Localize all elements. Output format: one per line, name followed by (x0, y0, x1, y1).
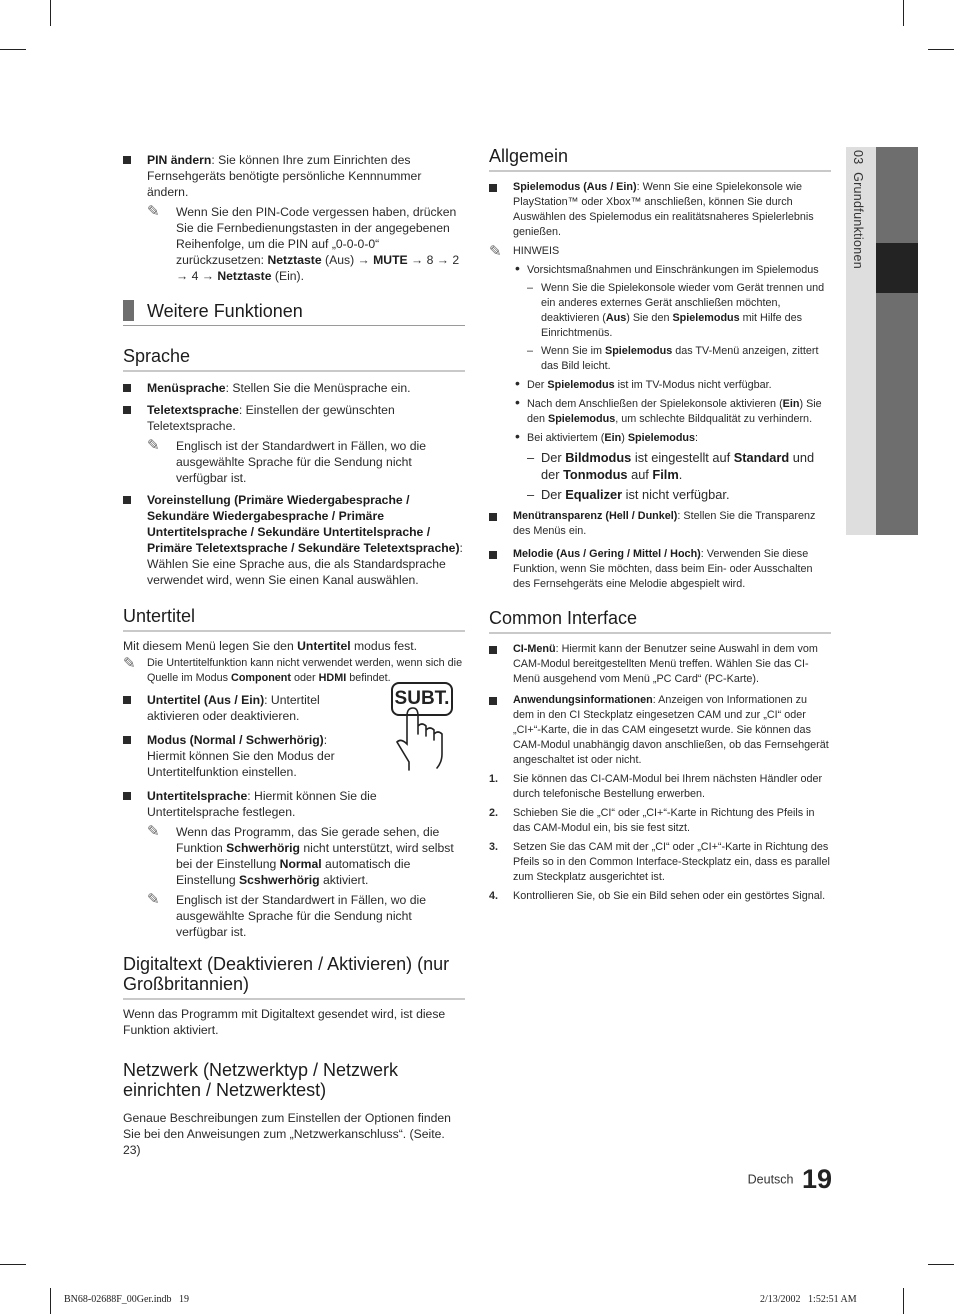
step-item: 2. Schieben Sie die „CI“ oder „CI+“-Karte in Richtung des Pfeils in das CAM-Modul ein, bis sie fest sitzt. (489, 807, 815, 834)
list-item: • Vorsichtsmaßnahmen und Einschränkungen im Spielemodus – Wenn Sie die Spielekonsole wieder vom Gerät trennen und ein anderes externes Gerät anschließen möchten, deaktivieren (Aus) Sie den Spielemodus mit Hilfe des Einrichtmenüs. – Wenn Sie im Spielemodus das TV-Menü anzeigen, zittert das Bild leicht. (515, 260, 825, 372)
page-footer (700, 1164, 832, 1195)
note-pencil-icon: ✎ (489, 243, 502, 260)
crop-mark (50, 1288, 51, 1314)
bullet-square (123, 156, 131, 164)
list-item: Voreinstellung (Primäre Wiedergabesprache / Sekundäre Wiedergabesprache / Primäre Untertitelsprache / Sekundäre Untertitelsprache / Primäre Teletextsprache / Sekundäre Teletextsprache): Wählen Sie eine Sprache aus, die als Standardsprache verwendet wird, wenn Sie einen Kanal auswählen. (123, 492, 465, 588)
list-item: • Bei aktiviertem (Ein) Spielemodus: – Der Bildmodus ist eingestellt auf Standard und der Tonmodus auf Film. – Der Equalizer ist nicht verfügbar. (515, 428, 815, 502)
common-interface-title: Common Interface (489, 608, 831, 634)
side-tab-dark (876, 147, 918, 535)
right-column (489, 146, 831, 912)
list-item: • Der Spielemodus ist im TV-Modus nicht verfügbar. (515, 375, 772, 391)
digitaltext-section: Digitaltext (Deaktivieren / Aktivieren) (nur Großbritannien) Wenn das Programm mit Digitaltext gesendet wird, ist diese Funktion aktiviert. (123, 954, 465, 1038)
note: ✎ Wenn das Programm, das Sie gerade sehen, die Funktion Schwerhörig nicht unterstützt, wird selbst bei der Einstellung Normal automatisch die Einstellung Scshwerhörig aktiviert. (147, 823, 454, 887)
chapter-number: 03 (851, 150, 865, 165)
crop-mark (928, 49, 954, 50)
hinweis-note: ✎ HINWEIS (489, 243, 560, 260)
netzwerk-title: Netzwerk (Netzwerktyp / Netzwerk einrichten / Netzwerktest) (123, 1060, 399, 1100)
crop-mark (0, 1264, 26, 1265)
note-pencil-icon: ✎ (147, 891, 160, 908)
side-tab-label (851, 150, 865, 269)
subt-button-illustration (387, 682, 463, 772)
crop-mark (50, 0, 51, 26)
note: ✎ Englisch ist der Standardwert in Fällen, wo die ausgewählte Sprache für die Sendung nicht verfügbar ist. (147, 891, 426, 939)
left-column (123, 146, 465, 1166)
list-item: Untertitel (Aus / Ein): Untertitel aktivieren oder deaktivieren. (123, 692, 347, 724)
allgemein-title: Allgemein (489, 146, 831, 172)
crop-mark (928, 1264, 954, 1265)
sprache-title: Sprache (123, 346, 465, 372)
note: ✎ Die Untertitelfunktion kann nicht verwendet werden, wenn sich die Quelle im Modus Component oder HDMI befindet. (123, 655, 463, 684)
crop-mark (0, 49, 26, 50)
list-item: Menütransparenz (Hell / Dunkel): Stellen Sie die Transparenz des Menüs ein. (489, 509, 831, 539)
footer-language: Deutsch (747, 1172, 794, 1187)
print-date-info: 2/13/2002 1:52:51 AM (760, 1294, 857, 1305)
list-item: • Nach dem Anschließen der Spielekonsole aktivieren (Ein) Sie den Spielemodus, um schlechte Bildqualität zu verhindern. (515, 394, 822, 425)
crop-mark (903, 1288, 904, 1314)
note: ✎ Englisch ist der Standardwert in Fällen, wo die ausgewählte Sprache für die Sendung nicht verfügbar ist. (147, 437, 426, 485)
weitere-funktionen-heading: Weitere Funktionen (123, 300, 465, 326)
hand-pointer-icon (387, 682, 463, 772)
list-item: Melodie (Aus / Gering / Mittel / Hoch): Verwenden Sie diese Funktion, wenn Sie möchten, dass beim Ein- oder Ausschalten des Fernsehgeräts eine Melodie abgespielt wird. (489, 547, 831, 592)
step-item: 1. Sie können das CI-CAM-Modul bei Ihrem nächsten Händler oder durch telefonische Bestellung erwerben. (489, 773, 823, 800)
step-item: 3. Setzen Sie das CAM mit der „CI“ oder „CI+“-Karte in Richtung des Pfeils so in den Common Interface-Steckplatz ein, dass es parallel zum Steckplatz ausgerichtet ist. (489, 841, 830, 883)
list-item: Untertitelsprache: Hiermit können Sie die Untertitelsprache festlegen. ✎ Wenn das Programm, das Sie gerade sehen, die Funktion Schwerhörig nicht unterstützt, wird selbst bei der Einstellung Normal automatisch die Einstellung Scshwerhörig aktiviert. ✎ Englisch ist der Standardwert in Fällen, wo die ausgewählte Sprache für die Sendung nicht verfügbar ist. (123, 788, 465, 940)
crop-mark (903, 0, 904, 26)
heading-bar (123, 300, 134, 321)
list-item: Menüsprache: Stellen Sie die Menüsprache ein. (123, 380, 465, 396)
chapter-label: Grundfunktionen (851, 172, 865, 269)
pin-note: ✎ Wenn Sie den PIN-Code vergessen haben, drücken Sie die Fernbedienungstasten in der angegebenen Reihenfolge, um die PIN auf „0-0-0-0“ zurückzusetzen: Netztaste (Aus) → MUTE → 8 → 2 → 4 → Netztaste (Ein). (147, 203, 460, 283)
print-file-info: BN68-02688F_00Ger.indb 19 (64, 1294, 189, 1305)
note-pencil-icon: ✎ (123, 655, 136, 672)
netzwerk-section: Netzwerk (Netzwerktyp / Netzwerk einrichten / Netzwerktest) Genaue Beschreibungen zum Einstellen der Optionen finden Sie bei den Anweisungen zum „Netzwerkanschluss“. (Seite. 23) (123, 1060, 465, 1158)
untertitel-section: Untertitel Mit diesem Menü legen Sie den Untertitel modus fest. ✎ Die Untertitelfunktion kann nicht verwendet werden, wenn sich die Quelle im Modus Component oder HDMI befindet. SUBT. Untertitel (Aus / Ein): Untertitel aktivieren oder deaktivieren. Modus (Normal / Schwerhörig): Hiermit können Sie den Modus der Untertitelfunktion einstellen. Untertitelsprache: Hiermit können Sie die Untertitelsprache festlegen. ✎ Wenn das Programm, das Sie gerade sehen, die Funktion Schwerhörig nicht unterstützt, wird selbst bei der Einstellung Normal automatisch die Einstellung Scshwerhörig aktiviert. ✎ Englisch ist der Standardwert in Fällen, wo die ausgewählte Sprache für die Sendung nicht verfügbar ist. (123, 606, 465, 940)
note-pencil-icon: ✎ (147, 823, 160, 840)
list-item: CI-Menü: Hiermit kann der Benutzer seine Auswahl in dem vom CAM-Modul bereitgestellten Menü treffen. Wählen Sie das CI-Menü ausgehend vom Menü „PC Card“ (PC-Karte). (489, 642, 831, 687)
pin-item: PIN ändern: Sie können Ihre zum Einrichten des Fernsehgeräts benötigte persönliche Kennnummer ändern. ✎ Wenn Sie den PIN-Code vergessen haben, drücken Sie die Fernbedienungstasten in der angegebenen Reihenfolge, um die PIN auf „0-0-0-0“ zurückzusetzen: Netztaste (Aus) → MUTE → 8 → 2 → 4 → Netztaste (Ein). (123, 152, 465, 284)
common-interface-section (489, 608, 831, 904)
digitaltext-title: Digitaltext (Deaktivieren / Aktivieren) (nur Großbritannien) (123, 954, 465, 1000)
untertitel-title: Untertitel (123, 606, 465, 632)
hinweis-list (489, 260, 831, 503)
page-number: 19 (801, 1164, 832, 1194)
note-pencil-icon: ✎ (147, 203, 160, 220)
sprache-section (123, 346, 465, 588)
step-item: 4. Kontrollieren Sie, ob Sie ein Bild sehen oder ein gestörtes Signal. (489, 890, 826, 902)
ci-steps (489, 772, 831, 904)
list-item: Teletextsprache: Einstellen der gewünschten Teletextsprache. ✎ Englisch ist der Standardwert in Fällen, wo die ausgewählte Sprache für die Sendung nicht verfügbar ist. (123, 402, 465, 486)
note-pencil-icon: ✎ (147, 437, 160, 454)
list-item: Modus (Normal / Schwerhörig): Hiermit können Sie den Modus der Untertitelfunktion einstellen. (123, 732, 347, 780)
list-item: Anwendungsinformationen: Anzeigen von Informationen zu dem in den CI Steckplatz eingesetzen CAM und zur „CI“ oder „CI+“-Karte, die in das CAM eingesetzt wurde. Sie können das CAM-Modul unabhängig davon anschließen, ob das Fernsehgerät angeschaltet ist oder nicht. (489, 693, 831, 768)
side-tab-marker (876, 243, 918, 293)
allgemein-section (489, 146, 831, 592)
subt-button: SUBT. (391, 682, 453, 716)
list-item: Spielemodus (Aus / Ein): Wenn Sie eine Spielekonsole wie PlayStation™ oder Xbox™ anschließen, können Sie durch Auswählen des Spielemodus ein realitätsnaheres Spielerlebnis genießen. (489, 180, 831, 240)
